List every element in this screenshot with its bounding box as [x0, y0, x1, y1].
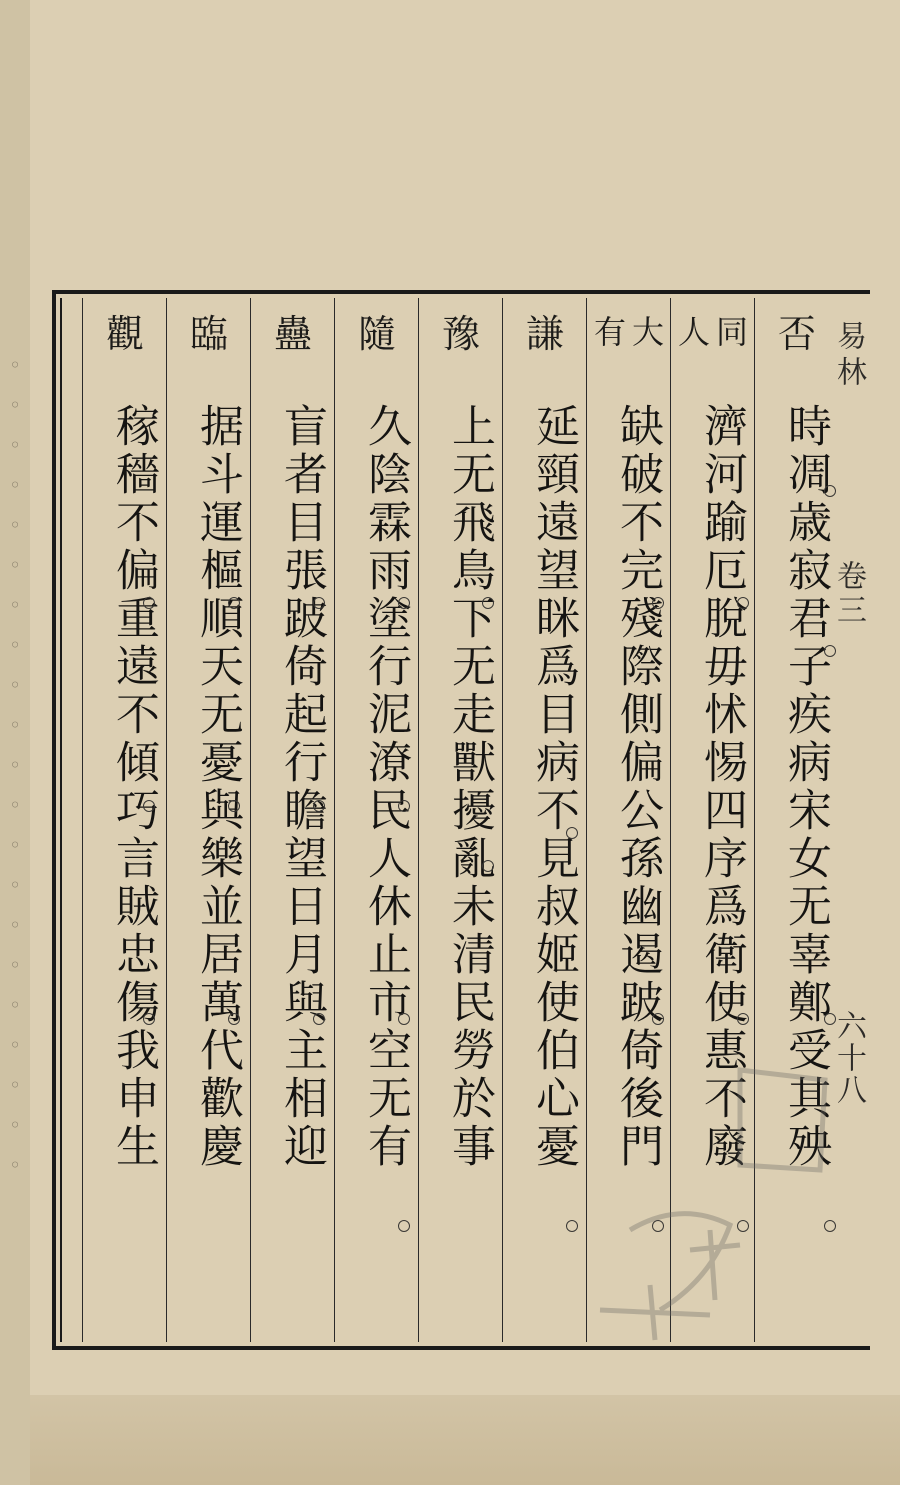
reading-mark-icon — [143, 1013, 155, 1025]
text-column-4 — [502, 298, 586, 1342]
text-column-7 — [250, 298, 334, 1342]
text-column-9 — [82, 298, 166, 1342]
reading-mark-icon — [398, 800, 410, 812]
text-column-8 — [166, 298, 250, 1342]
verse-text: 盲者目張跛倚起行瞻望日月與主相迎 — [276, 403, 327, 1171]
bleed-through-text: ◦ ◦ ◦ ◦ ◦ ◦ ◦ ◦ ◦ ◦ ◦ ◦ ◦ ◦ ◦ ◦ ◦ ◦ ◦ ◦ ◦ — [9, 353, 21, 1177]
hexagram-heading: 謙 — [525, 312, 564, 356]
hexagram-heading: 豫 — [441, 312, 480, 356]
text-column-5 — [418, 298, 502, 1342]
hexagram-heading: 觀 — [105, 312, 144, 356]
hexagram-heading: 否 — [777, 312, 816, 356]
book-title: 易林 — [831, 320, 866, 392]
reading-mark-icon — [737, 597, 749, 609]
reading-mark-icon — [566, 1220, 578, 1232]
verse-text: 稼穡不偏重遠不傾巧言賊忠傷我申生 — [108, 403, 159, 1171]
reading-mark-icon — [482, 860, 494, 872]
reading-mark-icon — [143, 597, 155, 609]
hexagram-heading: 蠱 — [273, 312, 312, 356]
reading-mark-icon — [228, 597, 240, 609]
reading-mark-icon — [824, 645, 836, 657]
reading-mark-icon — [398, 597, 410, 609]
reading-mark-icon — [652, 1013, 664, 1025]
hexagram-heading: 隨 — [357, 312, 396, 356]
reading-mark-icon — [566, 827, 578, 839]
reading-mark-icon — [228, 1013, 240, 1025]
verse-text: 缺破不完殘際側偏公孫幽遏跛倚後門 — [612, 403, 663, 1171]
reading-mark-icon — [824, 485, 836, 497]
verse-text: 据斗運樞順天无憂與樂並居萬代歡慶 — [192, 403, 243, 1171]
page-number: 六十八 — [831, 1010, 866, 1106]
heading-char-bottom: 有 — [593, 313, 626, 351]
text-column-6 — [334, 298, 418, 1342]
page-bottom-edge — [30, 1395, 900, 1485]
verse-text: 時凋歳寂君子疾病宋女无辜鄭受其殃 — [780, 403, 831, 1171]
frame-inner-rule — [60, 298, 62, 1342]
reading-mark-icon — [228, 800, 240, 812]
verse-text: 久陰霖雨塗行泥潦民人休止市空无有 — [360, 403, 411, 1171]
verse-text: 濟河踰厄脫毋怵惕四序爲衛使惠不廢 — [696, 403, 747, 1171]
heading-char-bottom: 人 — [677, 313, 710, 351]
heading-char-top: 大 — [631, 313, 664, 351]
hexagram-heading: 臨 — [189, 312, 228, 356]
reading-mark-icon — [313, 800, 325, 812]
reading-mark-icon — [824, 1013, 836, 1025]
reading-mark-icon — [313, 1013, 325, 1025]
adjacent-leaf — [0, 0, 33, 1485]
volume-label: 卷三 — [831, 560, 866, 628]
reading-mark-icon — [482, 597, 494, 609]
reading-mark-icon — [313, 597, 325, 609]
verse-text: 上无飛鳥下无走獸擾亂未清民勞於事 — [444, 403, 495, 1171]
reading-mark-icon — [737, 1013, 749, 1025]
reading-mark-icon — [398, 1013, 410, 1025]
reading-mark-icon — [652, 597, 664, 609]
verse-text: 延頸遠望眯爲目病不見叔姬使伯心憂 — [528, 403, 579, 1171]
reading-mark-icon — [398, 1220, 410, 1232]
library-seal-icon — [590, 1050, 850, 1350]
heading-char-top: 同 — [715, 313, 748, 351]
reading-mark-icon — [143, 800, 155, 812]
